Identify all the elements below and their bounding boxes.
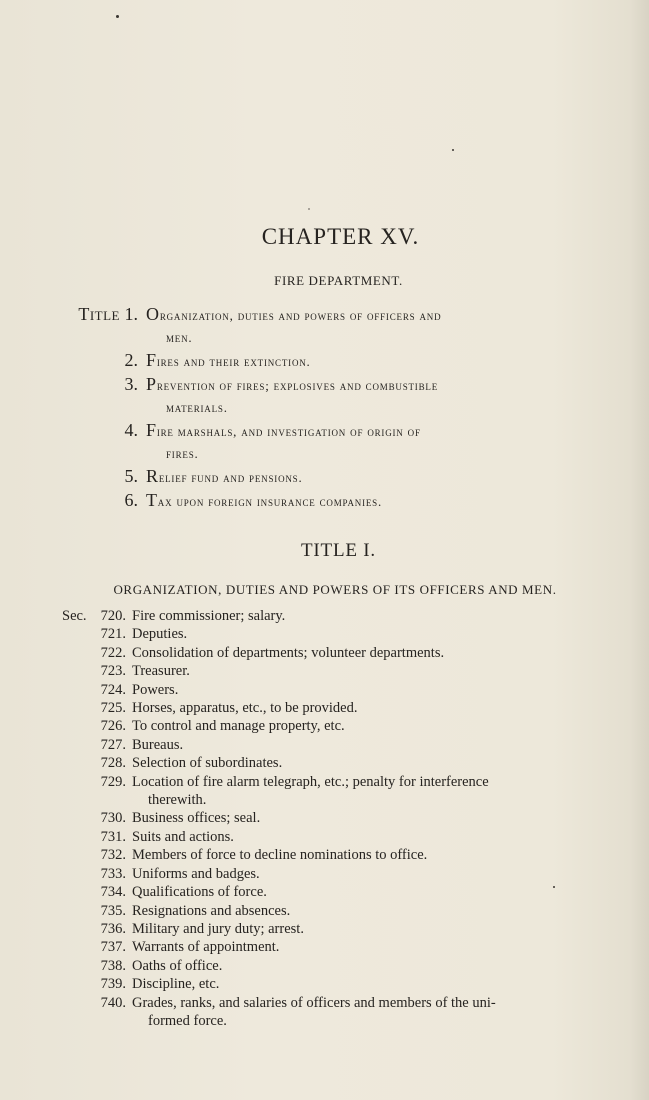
section-entry [62,957,607,975]
section-entry [62,607,607,625]
title-text [146,419,610,443]
section-number: 721. [100,626,126,643]
section-text: Business offices; seal. [132,810,261,827]
title-initial: F [146,350,157,370]
section-list [62,607,607,1030]
title-number [62,373,138,395]
section-number: 738. [100,957,126,974]
title-text-continuation: men. [166,330,193,345]
section-number: 726. [100,718,126,735]
section-number: 733. [100,865,126,882]
title-entry [62,489,610,513]
section-number: 730. [100,810,126,827]
section-entry [62,699,607,717]
title-entry [62,465,610,489]
section-entry [62,717,607,735]
section-text: Military and jury duty; arrest. [132,920,304,937]
section-text: Resignations and absences. [132,902,291,919]
section-entry [62,865,607,883]
section-entry [62,681,607,699]
section-number: 727. [100,736,126,753]
section-number: 734. [100,884,126,901]
title-number [62,303,138,325]
section-text: Deputies. [132,626,188,643]
title-number-value: 3. [124,374,138,394]
section-entry [62,662,607,680]
title-number-value: 6. [124,490,138,510]
title-number [62,419,138,441]
title-number-value: 2. [124,350,138,370]
section-number: 732. [100,847,126,864]
section-text: Consolidation of departments; volunteer departments. [132,644,445,661]
section-title: TITLE I. [301,540,376,561]
section-entry [62,883,607,901]
title-number [62,489,138,511]
section-text: Suits and actions. [132,828,234,845]
section-number: 740. [100,994,126,1011]
section-number: 723. [100,663,126,680]
section-number: 735. [100,902,126,919]
title-text-continuation: fires. [166,446,199,461]
section-text: Location of fire alarm telegraph, etc.; penalty for interference [132,773,489,790]
section-text: Powers. [132,681,179,698]
section-number: 731. [100,828,126,845]
section-entry [62,920,607,938]
title-entry [62,419,610,465]
title-list [62,303,610,513]
title-text [146,373,610,397]
section-entry [62,754,607,772]
section-entry [62,975,607,993]
section-entry [62,736,607,754]
section-text-continuation: therewith. [148,792,207,809]
section-text: Treasurer. [132,663,190,680]
title-initial: O [146,304,160,324]
title-entry [62,373,610,419]
section-entry [62,773,607,810]
section-number: 722. [100,644,126,661]
section-entry [62,809,607,827]
section-text: Bureaus. [132,736,184,753]
title-number [62,465,138,487]
title-entry [62,303,610,349]
section-text: Members of force to decline nominations to office. [132,847,428,864]
section-entry [62,644,607,662]
title-number-value: 5. [124,466,138,486]
section-text: Oaths of office. [132,957,223,974]
section-entry [62,902,607,920]
title-text-rest: elief fund and pensions. [158,470,303,485]
section-number: 739. [100,976,126,993]
title-prefix: Title [78,304,120,324]
chapter-heading: CHAPTER XV. [261,224,420,249]
section-number: 724. [100,681,126,698]
section-text: Grades, ranks, and salaries of officers and members of the uni- [132,994,496,1011]
section-text: Warrants of appointment. [132,939,280,956]
chapter-subtitle: FIRE DEPARTMENT. [274,273,403,288]
title-text-rest: ire marshals, and investigation of origin of [156,424,421,439]
title-initial: R [146,466,159,486]
section-number: 737. [100,939,126,956]
title-text [146,489,610,513]
title-initial: P [146,374,157,394]
section-entry [62,828,607,846]
title-text-rest: rganization, duties and powers of officers and [159,308,442,323]
title-number-value: 4. [124,420,138,440]
section-subtitle: ORGANIZATION, DUTIES AND POWERS OF ITS OFFICERS AND MEN. [113,582,557,597]
section-prefix: Sec. [62,608,87,624]
title-initial: T [146,490,158,510]
ink-speck [116,15,119,18]
section-text: Uniforms and badges. [132,865,260,882]
section-text: Qualifications of force. [132,884,267,901]
section-text: To control and manage property, etc. [132,718,345,735]
section-entry [62,994,607,1031]
ink-speck [308,208,310,210]
title-entry [62,349,610,373]
title-number [62,349,138,371]
section-text: Fire commissioner; salary. [132,608,286,624]
section-text: Discipline, etc. [132,976,220,993]
section-text: Selection of subordinates. [132,755,283,772]
section-entry [62,938,607,956]
ink-speck [452,149,454,151]
section-entry [62,846,607,864]
title-text-rest: ires and their extinction. [156,354,311,369]
section-text-continuation: formed force. [148,1012,227,1029]
section-text: Horses, apparatus, etc., to be provided. [132,700,358,717]
section-number: 728. [100,755,126,772]
title-text-continuation: materials. [166,400,228,415]
section-number: 720. [100,608,126,624]
title-number-value: 1. [124,304,138,324]
title-initial: F [146,420,157,440]
title-text [146,465,610,489]
section-number: 725. [100,700,126,717]
title-text-rest: ax upon foreign insurance companies. [157,494,383,509]
title-text-rest: revention of fires; explosives and combustible [156,378,438,393]
title-text [146,303,610,327]
section-number: 729. [100,773,126,790]
section-entry [62,625,607,643]
title-text [146,349,610,373]
section-number: 736. [100,920,126,937]
